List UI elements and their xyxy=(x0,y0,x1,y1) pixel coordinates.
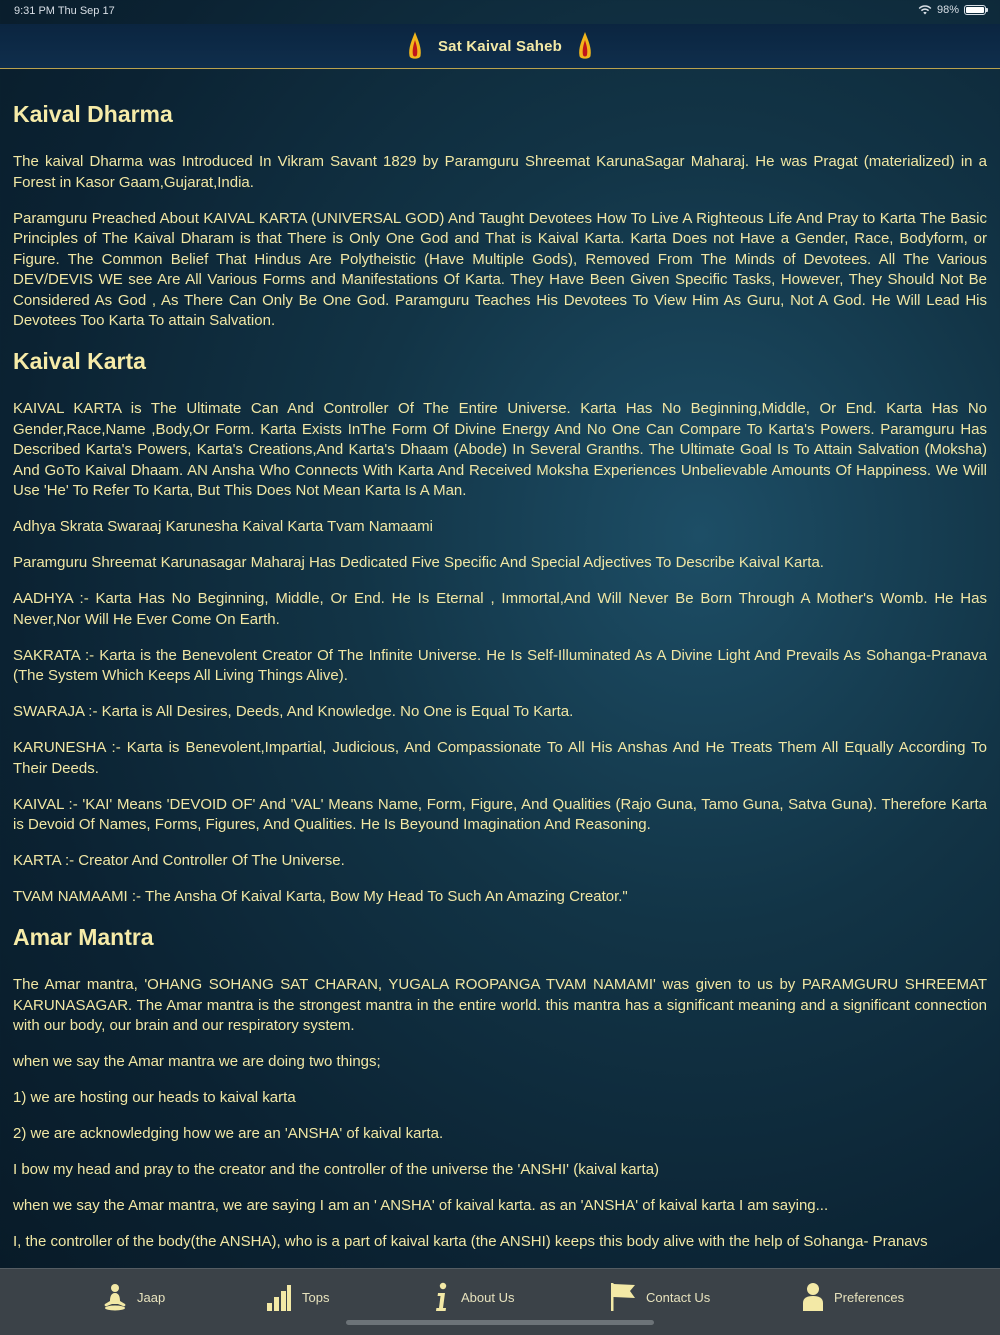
paragraph: SWARAJA :- Karta is All Desires, Deeds, And Knowledge. No One is Equal To Karta. xyxy=(13,703,574,720)
paragraph: TVAM NAMAAMI :- The Ansha Of Kaival Karta, Bow My Head To Such An Amazing Creator." xyxy=(13,888,628,905)
paragraph: Paramguru Preached About KAIVAL KARTA (UNIVERSAL GOD) And Taught Devotees How To Live A Righteous Life And Pray to Karta The Basic Principles of The Kaival Dharam is that There is Only One God and That is Kaival Karta. Karta Does not Have a Gender, Race, Bodyform, or Figure. The Common Belief That Hindus Are Polytheistic (Have Multiple Gods), Removed From The Minds of Devotees. All The Various DEV/DEVIS WE see Are All Various Forms and Manifestations Of Karta. They Have Been Given Specific Tasks, However, They Should Not Be Considered As God , As There Can Only Be One God. Paramguru Teaches His Devotees To View Him As Guru, Not A God. He Will Lead His Devotees Too Karta To attain Salvation. xyxy=(13,209,987,329)
paragraph: I bow my head and pray to the creator and the controller of the universe the 'ANSHI' (kaival karta) xyxy=(13,1161,660,1178)
paragraph: KAIVAL :- 'KAI' Means 'DEVOID OF' And 'VAL' Means Name, Form, Figure, And Qualities (Rajo Guna, Tamo Guna, Satva Guna). Therefore Karta is Devoid Of Names, Forms, Figures, And Qualities. He Is Beyound Imagination And Reasoning. xyxy=(13,795,987,833)
paragraph: KARUNESHA :- Karta is Benevolent,Impartial, Judicious, And Compassionate To All His Anshas And He Treats Them All Equally According To Their Deeds. xyxy=(13,739,987,777)
battery-percent: 98% xyxy=(936,4,959,16)
paragraph: 1) we are hosting our heads to kaival karta xyxy=(13,1089,296,1106)
battery-fill xyxy=(966,7,984,13)
status-bar xyxy=(0,0,1000,24)
article-section xyxy=(13,100,987,332)
person-icon xyxy=(802,1282,824,1312)
page-title: Sat Kaival Saheb xyxy=(437,37,563,55)
article-section xyxy=(13,347,987,908)
home-indicator xyxy=(346,1320,654,1325)
status-indicators xyxy=(918,4,986,16)
tab-label: Jaap xyxy=(137,1289,166,1305)
paragraph: when we say the Amar mantra, we are saying I am an ' ANSHA' of kaival karta. as an 'ANSHA' of kaival karta I am saying... xyxy=(13,1197,829,1214)
tab-label: About Us xyxy=(461,1289,515,1305)
tab-label: Contact Us xyxy=(646,1289,711,1305)
paragraph: when we say the Amar mantra we are doing two things; xyxy=(13,1053,381,1070)
paragraph: The kaival Dharma was Introduced In Vikram Savant 1829 by Paramguru Shreemat KarunaSagar Maharaj. He was Pragat (materialized) in a Forest in Kasor Gaam,Gujarat,India. xyxy=(13,153,987,191)
paragraph: 2) we are acknowledging how we are an 'ANSHA' of kaival karta. xyxy=(13,1125,444,1142)
paragraph: AADHYA :- Karta Has No Beginning, Middle, Or End. He Is Eternal , Immortal,And Will Never Be Born Through A Mother's Womb. He Has Never,Nor Will He Ever Come On Earth. xyxy=(13,590,987,628)
tab-contact-us[interactable] xyxy=(610,1279,710,1315)
section-title: Kaival Karta xyxy=(13,348,146,374)
flame-icon xyxy=(406,31,424,61)
tab-about-us[interactable] xyxy=(433,1279,514,1315)
navigation-bar xyxy=(0,24,1000,69)
paragraph: The Amar mantra, 'OHANG SOHANG SAT CHARAN, YUGALA ROOPANGA TVAM NAMAMI' was given to us by PARAMGURU SHREEMAT KARUNASAGAR. The Amar mantra is the strongest mantra in the entire world. this mantra has a significant meaning and a significant connection with our body, our brain and our respiratory system. xyxy=(13,976,987,1034)
tab-jaap[interactable] xyxy=(103,1279,165,1315)
article-section xyxy=(13,923,987,1253)
wifi-icon xyxy=(918,5,932,15)
flame-icon xyxy=(576,31,594,61)
paragraph: SAKRATA :- Karta is the Benevolent Creator Of The Infinite Universe. He Is Self-Illuminated As A Divine Light And Prevails As Sohanga-Pranava (The System Which Keeps All Living Things Alive). xyxy=(13,646,987,684)
tab-tops[interactable] xyxy=(266,1279,329,1315)
section-title: Amar Mantra xyxy=(13,924,154,950)
paragraph: KARTA :- Creator And Controller Of The Universe. xyxy=(13,852,345,869)
section-title: Kaival Dharma xyxy=(13,101,173,127)
status-time: 9:31 PM Thu Sep 17 xyxy=(14,5,115,17)
scroll-content[interactable] xyxy=(13,100,987,1268)
paragraph: Adhya Skrata Swaraaj Karunesha Kaival Karta Tvam Namaami xyxy=(13,518,433,535)
meditation-icon xyxy=(103,1283,127,1311)
flag-icon xyxy=(610,1282,636,1312)
tab-label: Tops xyxy=(302,1289,330,1305)
bar-chart-icon xyxy=(266,1283,292,1311)
tab-label: Preferences xyxy=(834,1289,905,1305)
paragraph: KAIVAL KARTA is The Ultimate Can And Controller Of The Entire Universe. Karta Has No Beginning,Middle, Or End. Karta Has No Gender,Race,Name ,Body,Or Form. Karta Exists InThe Form Of Divine Energy And No One Can Compare To Karta's Powers. Paramguru Has Described Karta's Powers, Karta's Creations,And Karta's Dhaam (Abode) In Several Granths. The Ultimate Goal Is To Attain Salvation (Moksha) And GoTo Kaival Dhaam. AN Ansha Who Connects With Karta And Received Moksha Experiences Unbelievable Amounts Of Happiness. We Will Use 'He' To Refer To Karta, But This Does Not Mean Karta Is A Man. xyxy=(13,400,987,499)
info-icon xyxy=(433,1282,451,1312)
tab-preferences[interactable] xyxy=(802,1279,904,1315)
paragraph: I, the controller of the body(the ANSHA), who is a part of kaival karta (the ANSHI) keeps this body alive with the help of Sohanga- Pranavs xyxy=(13,1233,928,1250)
battery-icon xyxy=(964,5,986,15)
paragraph: Paramguru Shreemat Karunasagar Maharaj Has Dedicated Five Specific And Special Adjectives To Describe Kaival Karta. xyxy=(13,554,824,571)
